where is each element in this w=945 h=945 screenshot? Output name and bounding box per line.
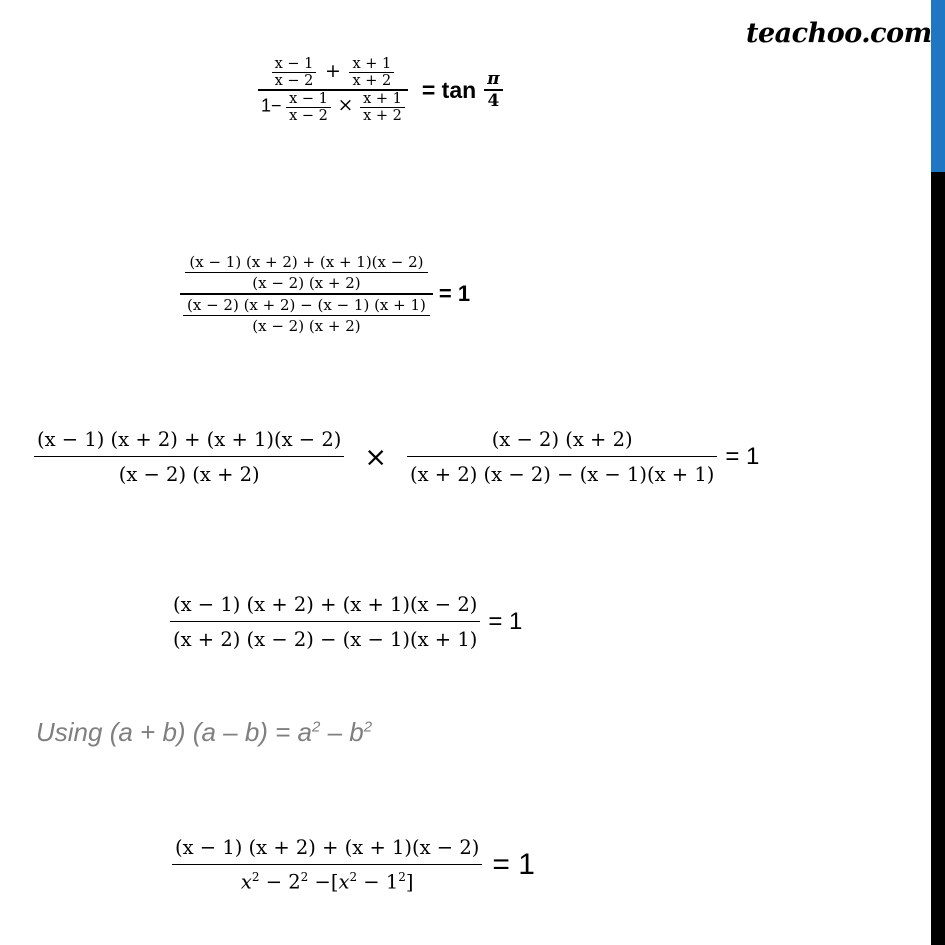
fraction-a-den: x − 2 [274,73,314,90]
compound-fraction [180,252,433,336]
fraction-left-den: (x − 2) (x + 2) [118,463,260,487]
rhs-tan-label: = tan [421,76,477,103]
equation-simplified [170,593,522,651]
identity-mid: – b [320,717,364,747]
numerator-fraction [182,252,430,293]
minus-one: − 1 [357,870,399,894]
equals-one: = 1 [488,608,523,636]
equation-product-form [34,428,759,486]
equation-tan-sum [258,56,503,124]
fraction-c-num: x − 1 [289,90,328,107]
fraction-left [34,428,344,486]
compound-denominator [258,91,408,124]
identity-exp-b: 2 [363,718,373,736]
fraction-d-num: x + 1 [363,90,402,107]
close-bracket: ] [405,870,414,894]
exponent: 2 [300,870,309,885]
numerator-fraction-den: (x − 2) (x + 2) [252,274,361,293]
equation-combined-fraction [180,252,470,336]
pi-symbol: π [487,69,500,90]
minus-two: − 2 [259,870,301,894]
teachoo-logo: teachoo.com [746,18,932,49]
fraction-a [272,56,317,89]
fraction-c-den: x − 2 [289,108,328,125]
equals-one: = 1 [492,847,535,881]
plus-sign: + [324,59,341,82]
fraction-right-den: (x + 2) (x − 2) − (x − 1)(x + 1) [409,463,715,487]
numerator-fraction-num: (x − 1) (x + 2) + (x + 1)(x − 2) [189,253,424,271]
exponent: 2 [349,870,358,885]
side-accent-bar [931,0,945,172]
times-sign: × [337,94,354,117]
identity-fraction-den [238,865,417,894]
minus-bracket: −[ [308,870,339,894]
fraction-d [360,91,405,124]
fraction-b-num: x + 1 [352,56,392,72]
fraction-right [407,428,717,486]
pi-over-four [484,69,502,110]
simplified-fraction [170,593,480,651]
equals-one: = 1 [725,443,760,471]
var-x: x [338,870,350,894]
fraction-a-num: x − 1 [274,56,314,72]
fraction-b [349,56,394,89]
times-sign: × [364,441,387,473]
compound-numerator [269,56,398,89]
fraction-d-den: x + 2 [363,108,402,125]
equation-identity-applied [172,836,535,894]
var-x: x [240,870,252,894]
one-minus: 1− [261,95,282,116]
identity-exp-a: 2 [312,718,321,736]
exponent: 2 [251,870,260,885]
fraction-c [286,91,331,124]
denominator-fraction-num: (x − 2) (x + 2) − (x − 1) (x + 1) [187,295,426,314]
four: 4 [487,90,500,111]
fraction-b-den: x + 2 [352,73,392,90]
fraction-right-num: (x − 2) (x + 2) [491,428,633,451]
denominator-fraction-den: (x − 2) (x + 2) [252,317,361,336]
simplified-den: (x + 2) (x − 2) − (x − 1)(x + 1) [173,628,478,652]
equals-one: = 1 [438,281,471,307]
exponent: 2 [398,870,406,885]
identity-fraction-num: (x − 1) (x + 2) + (x + 1)(x − 2) [175,836,480,859]
identity-fraction [172,836,482,894]
simplified-num: (x − 1) (x + 2) + (x + 1)(x − 2) [173,593,478,616]
compound-fraction [258,56,408,124]
fraction-left-num: (x − 1) (x + 2) + (x + 1)(x − 2) [37,428,342,451]
denominator-fraction [180,295,433,336]
identity-prefix: Using (a + b) (a – b) = a [36,717,313,747]
identity-note [36,717,372,748]
